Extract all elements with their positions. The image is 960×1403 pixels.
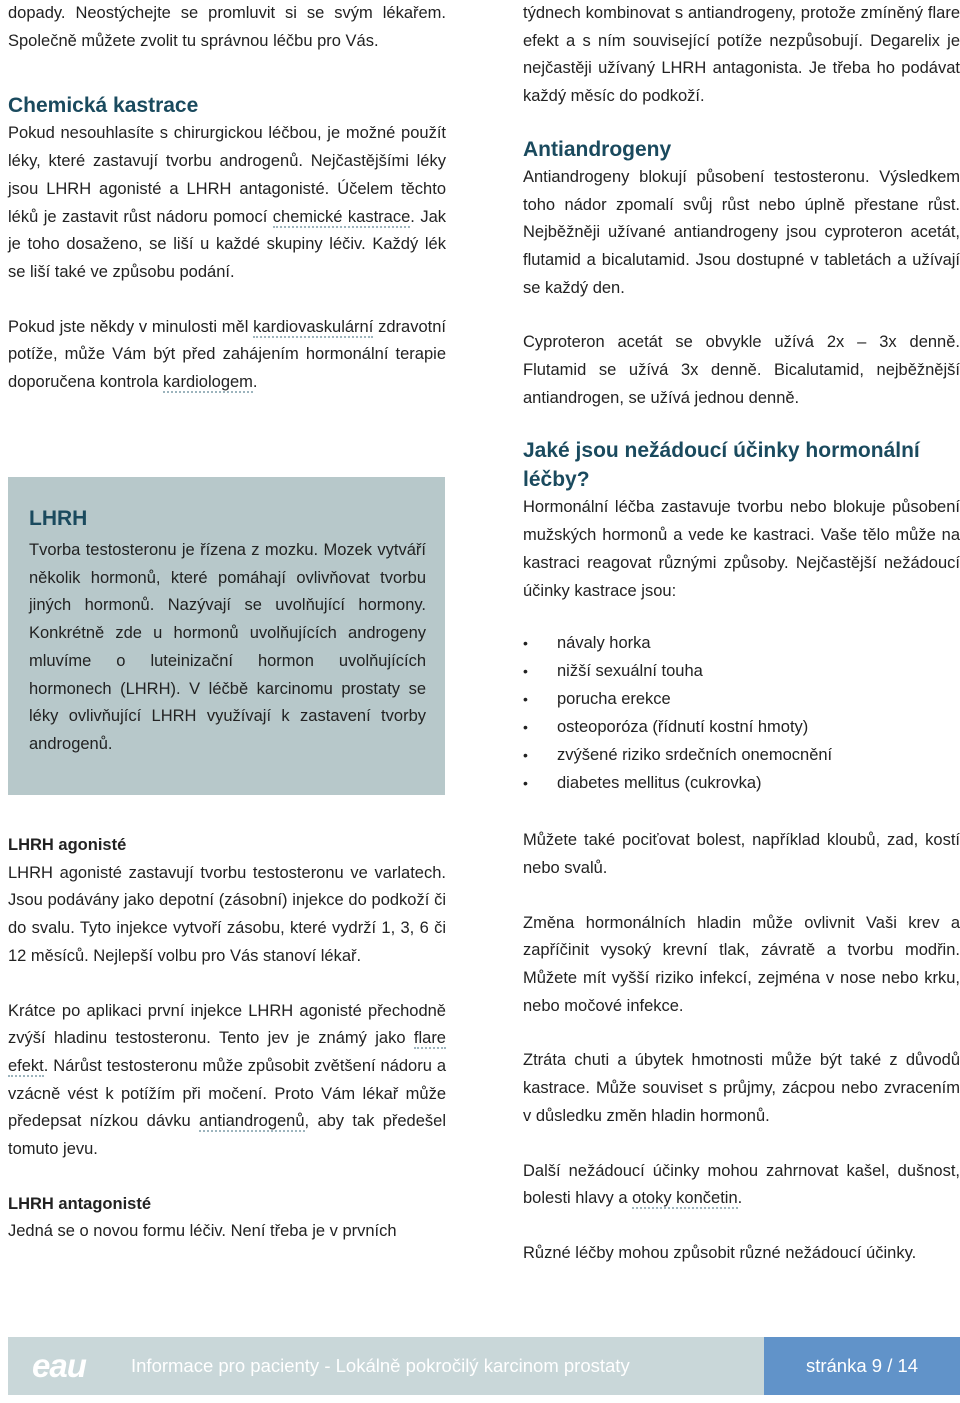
- blood-paragraph: Změna hormonálních hladin může ovlivnit Vaši krev a zapříčinit vysoký krevní tlak, závratě a tvorbu modřin. Můžete mít vyšší riziko infekcí, zejména v nose nebo krku, nebo močové infekce.: [523, 913, 960, 1015]
- glossary-term-limb-swelling[interactable]: otoky končetin: [632, 1189, 738, 1208]
- left-column-bottom: [8, 832, 446, 1246]
- left-column-top: [8, 0, 446, 397]
- eau-logo: eau: [32, 1347, 86, 1384]
- lhrh-box-title: LHRH: [29, 507, 88, 530]
- antagonists-continued-paragraph: týdnech kombinovat s antiandrogeny, protože zmíněný flare efekt a s ním související potíže nezpůsobují. Degarelix je nejčastěji užívaný LHRH antagonista. Je třeba ho podávat každý měsíc do podkoží.: [523, 4, 960, 106]
- chemical-castration-paragraph: Pokud nesouhlasíte s chirurgickou léčbou, je možné použít léky, které zastavují tvorbu androgenů. Nejčastějšími léky jsou LHRH agonisté a LHRH antagonisté. Účelem těchto léků je zastavit růst nádoru pomocí chemické kastrace. Jak je toho dosaženo, se liší u každé skupiny léčiv. Každý lék se liší také ve způsobu podání.: [8, 124, 446, 281]
- side-effects-intro-paragraph: Hormonální léčba zastavuje tvorbu nebo blokuje působení mužských hormonů a vede ke kastraci. Vaše tělo může na kastraci reagovat různými způsoby. Nejčastější nežádoucí účinky kastrace jsou:: [523, 498, 960, 600]
- list-item: • zvýšené riziko srdečních onemocnění: [557, 741, 960, 769]
- other-effects-paragraph: Další nežádoucí účinky mohou zahrnovat kašel, dušnost, bolesti hlavy a otoky končetin.: [523, 1161, 960, 1208]
- footer-bar: [8, 1337, 764, 1395]
- intro-paragraph: dopady. Neostýchejte se promluvit si se svým lékařem. Společně můžete zvolit tu správnou léčbu pro Vás.: [8, 4, 446, 50]
- list-item: • osteoporóza (řídnutí kostní hmoty): [557, 713, 960, 741]
- list-item: • diabetes mellitus (cukrovka): [557, 769, 960, 797]
- section-heading-antiandrogens: Antiandrogeny: [523, 137, 672, 161]
- lhrh-box-text: Tvorba testosteronu je řízena z mozku. Mozek vytváří několik hormonů, které pomáhají ovlivňovat tvorbu jiných hormonů. Nazývají se uvolňující hormony. Konkrétně zde u hormonů uvolňujících androgeny mluvíme o luteinizační hormon uvolňujících hormonech (LHRH). V léčbě karcinomu prostaty se léky ovlivňující LHRH využívají k zastavení tvorby androgenů.: [29, 541, 426, 753]
- section-heading-side-effects: Jaké jsou nežádoucí účinky hormonální léčby?: [523, 439, 920, 492]
- cardio-paragraph: Pokud jste někdy v minulosti měl kardiovaskulární zdravotní potíže, může Vám být před zahájením hormonální terapie doporučena kontrola kardiologem.: [8, 317, 446, 392]
- right-column: [523, 0, 960, 1268]
- flare-paragraph: Krátce po aplikaci první injekce LHRH agonisté přechodně zvýší hladinu testosteronu. Tento jev je známý jako flare efekt. Nárůst testosteronu může způsobit zvětšení nádoru a vzácně vést k potížím při močení. Proto Vám lékař může předepsat nízkou dávku antiandrogenů, aby tak předešel tomuto jevu.: [8, 1001, 446, 1159]
- glossary-term-cardiovascular[interactable]: kardiovaskulární: [253, 317, 374, 336]
- glossary-term-cardiologist[interactable]: kardiologem: [163, 373, 253, 392]
- glossary-term-antiandrogens[interactable]: antiandrogenů: [199, 1112, 305, 1131]
- antagonists-paragraph: Jedná se o novou formu léčiv. Není třeba je v prvních: [8, 1222, 397, 1241]
- closing-paragraph: Různé léčby mohou způsobit různé nežádoucí účinky.: [523, 1243, 917, 1262]
- dosage-paragraph: Cyproteron acetát se obvykle užívá 2x – 3x denně. Flutamid se užívá 3x denně. Bicalutamid, nejběžnější antiandrogen, se užívá jednou denně.: [523, 333, 960, 407]
- page-footer: [0, 1337, 960, 1395]
- heading-lhrh-antagonists: LHRH antagonisté: [8, 1194, 152, 1213]
- glossary-term-chemical-castration[interactable]: chemické kastrace: [272, 207, 411, 226]
- list-item: • návaly horka: [557, 629, 960, 657]
- page-number: stránka 9 / 14: [764, 1337, 960, 1395]
- heading-lhrh-agonists: LHRH agonisté: [8, 836, 127, 854]
- glossary-term-flare-effect[interactable]: flare efekt: [8, 1029, 446, 1075]
- pain-paragraph: Můžete také pociťovat bolest, například kloubů, zad, kostí nebo svalů.: [523, 831, 960, 877]
- appetite-paragraph: Ztráta chuti a úbytek hmotnosti může být také z důvodů kastrace. Může souviset s průjmy, zácpou nebo zvracením v důsledku změn hladin hormonů.: [523, 1051, 960, 1125]
- list-item: • porucha erekce: [557, 685, 960, 713]
- antiandrogens-paragraph: Antiandrogeny blokují působení testosteronu. Výsledkem toho nádor zpomalí svůj růst nebo úplně přestane růst. Nejběžněji užívané antiandrogeny jsou cyproteron acetát, flutamid a bicalutamid. Jsou dostupné v tabletách a užívají se každý den.: [523, 167, 960, 297]
- section-heading-chemical-castration: Chemická kastrace: [8, 94, 199, 118]
- lhrh-info-box: [8, 477, 445, 795]
- agonists-paragraph: LHRH agonisté zastavují tvorbu testosteronu ve varlatech. Jsou podávány jako depotní (zásobní) injekce do podkoží či do svalu. Tyto injekce vytvoří zásobu, které vydrží 1, 3, 6 či 12 měsíců. Nejlepší volbu pro Vás stanoví lékař.: [8, 863, 446, 965]
- side-effects-list: [523, 629, 960, 797]
- list-item: • nižší sexuální touha: [557, 657, 960, 685]
- footer-title: Informace pro pacienty - Lokálně pokročilý karcinom prostaty: [131, 1355, 630, 1376]
